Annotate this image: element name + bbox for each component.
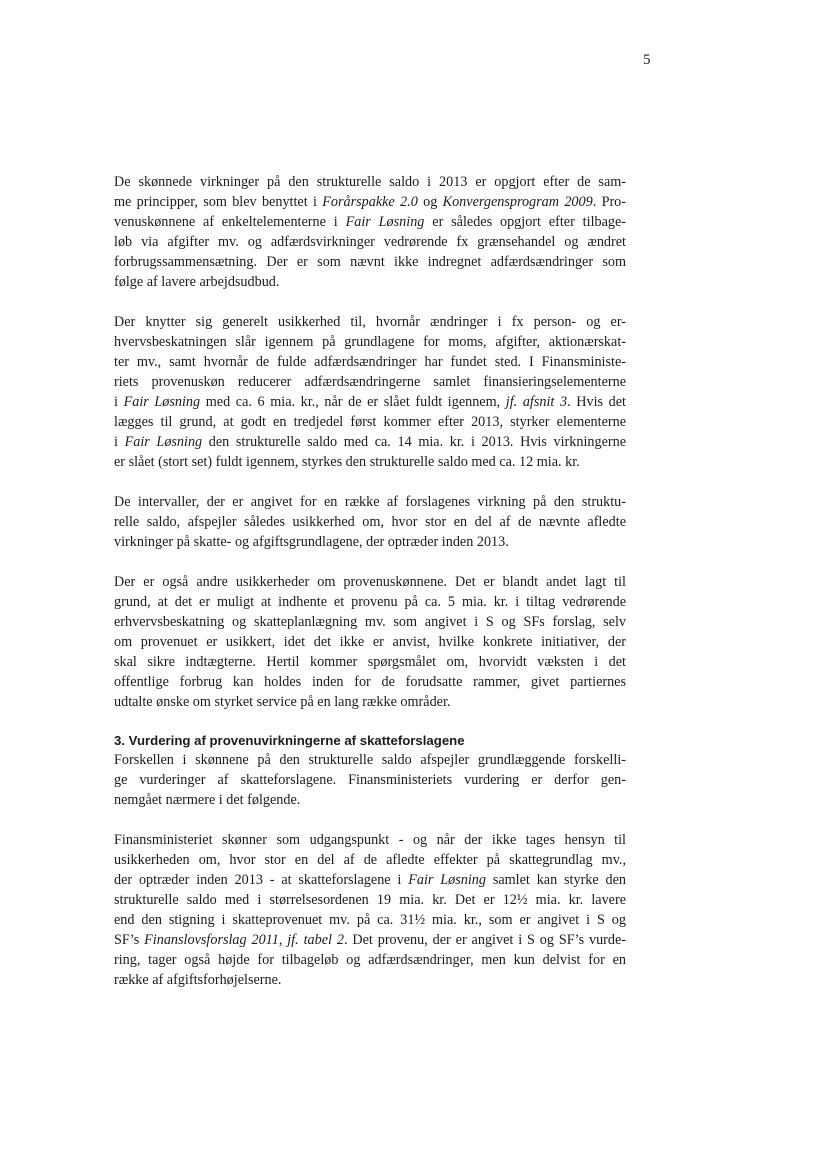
text-line: strukturelle saldo med i størrelsesordenen 19 mia. kr. Det er 12½ mia. kr. lavere xyxy=(114,892,626,908)
text-line: nemgået nærmere i det følgende. xyxy=(114,792,301,808)
paragraph xyxy=(114,312,626,472)
paragraph xyxy=(114,830,626,990)
text-line: er slået (stort set) fuldt igennem, styrkes den strukturelle saldo med ca. 12 mia. kr. xyxy=(114,454,580,470)
text-line: usikkerheden om, hvor stor en del af de afledte effekter på skattegrundlag mv., xyxy=(114,852,626,868)
text-line: grund, at det er muligt at indhente et provenu på ca. 5 mia. kr. i tiltag vedrørende xyxy=(114,594,626,610)
paragraph xyxy=(114,750,626,810)
page-number: 5 xyxy=(643,52,651,68)
section-heading: 3. Vurdering af provenuvirkningerne af skatteforslagene xyxy=(114,733,465,748)
text-line: der optræder inden 2013 - at skatteforslagene i Fair Løsning samlet kan styrke den xyxy=(114,872,627,888)
text-line: De intervaller, der er angivet for en række af forslagenes virkning på den struktu- xyxy=(114,494,626,510)
text-line: udtalte ønske om styrket service på en lang række områder. xyxy=(114,694,451,710)
text-line: hvervsbeskatningen slår igennem på grundlagene for moms, afgifter, aktionærskat- xyxy=(114,334,626,350)
paragraph xyxy=(114,492,626,552)
text-line: løb via afgifter mv. og adfærdsvirkninger vedrørende fx grænsehandel og ændret xyxy=(114,234,626,250)
text-line: Der knytter sig generelt usikkerhed til, hvornår ændringer i fx person- og er- xyxy=(114,314,626,330)
text-line: Forskellen i skønnene på den strukturelle saldo afspejler grundlæggende forskelli- xyxy=(114,752,626,768)
paragraph xyxy=(114,172,626,292)
text-line: ter mv., samt hvornår de fulde adfærdsændringer har fundet sted. I Finansministe- xyxy=(114,354,626,370)
text-line: relle saldo, afspejler således usikkerhed om, hvor stor en del af de nævnte afledte xyxy=(114,514,626,530)
text-line: end den stigning i skatteprovenuet mv. på ca. 31½ mia. kr., som er angivet i S og xyxy=(114,912,626,928)
text-line: række af afgiftsforhøjelserne. xyxy=(114,972,282,988)
intro-paragraphs xyxy=(114,172,626,712)
text-line: SF’s Finanslovsforslag 2011, jf. tabel 2. Det provenu, der er angivet i S og SF’s vurde- xyxy=(114,932,627,948)
text-line: ring, tager også højde for tilbageløb og adfærdsændringer, men kun delvist for en xyxy=(114,952,626,968)
text-line: venuskønnene af enkeltelementerne i Fair Løsning er således opgjort efter tilbage- xyxy=(114,214,627,230)
text-line: offentlige forbrug kan holdes inden for de forudsatte rammer, givet partiernes xyxy=(114,674,626,690)
text-line: Der er også andre usikkerheder om provenuskønnene. Det er blandt andet lagt til xyxy=(114,574,626,590)
document-body xyxy=(114,172,626,1010)
section-paragraphs xyxy=(114,750,626,990)
text-line: De skønnede virkninger på den strukturelle saldo i 2013 er opgjort efter de sam- xyxy=(114,174,626,190)
text-line: i Fair Løsning med ca. 6 mia. kr., når de er slået fuldt igennem, jf. afsnit 3. Hvis det xyxy=(114,394,626,410)
paragraph xyxy=(114,572,626,712)
text-line: skal sikre indtægterne. Hertil kommer spørgsmålet om, hvorvidt væksten i det xyxy=(114,654,626,670)
text-line: erhvervsbeskatning og skatteplanlægning mv. som angivet i S og SFs forslag, selv xyxy=(114,614,626,630)
text-line: lægges til grund, at godt en tredjedel først kommer efter 2013, styrker elementerne xyxy=(114,414,626,430)
text-line: virkninger på skatte- og afgiftsgrundlagene, der optræder inden 2013. xyxy=(114,534,509,550)
text-line: om provenuet er usikkert, idet det ikke er anvist, hvilke konkrete initiativer, der xyxy=(114,634,626,650)
text-line: riets provenuskøn reducerer adfærdsændringerne samlet finansieringselementerne xyxy=(114,374,626,390)
text-line: følge af lavere arbejdsudbud. xyxy=(114,274,280,290)
text-line: i Fair Løsning den strukturelle saldo med ca. 14 mia. kr. i 2013. Hvis virkningerne xyxy=(114,434,627,450)
text-line: ge vurderinger af skatteforslagene. Finansministeriets vurdering er derfor gen- xyxy=(114,772,626,788)
text-line: forbrugssammensætning. Der er som nævnt ikke indregnet adfærdsændringer som xyxy=(114,254,626,270)
text-line: me principper, som blev benyttet i Forårspakke 2.0 og Konvergensprogram 2009. Pro- xyxy=(114,194,627,210)
text-line: Finansministeriet skønner som udgangspunkt - og når der ikke tages hensyn til xyxy=(114,832,626,848)
